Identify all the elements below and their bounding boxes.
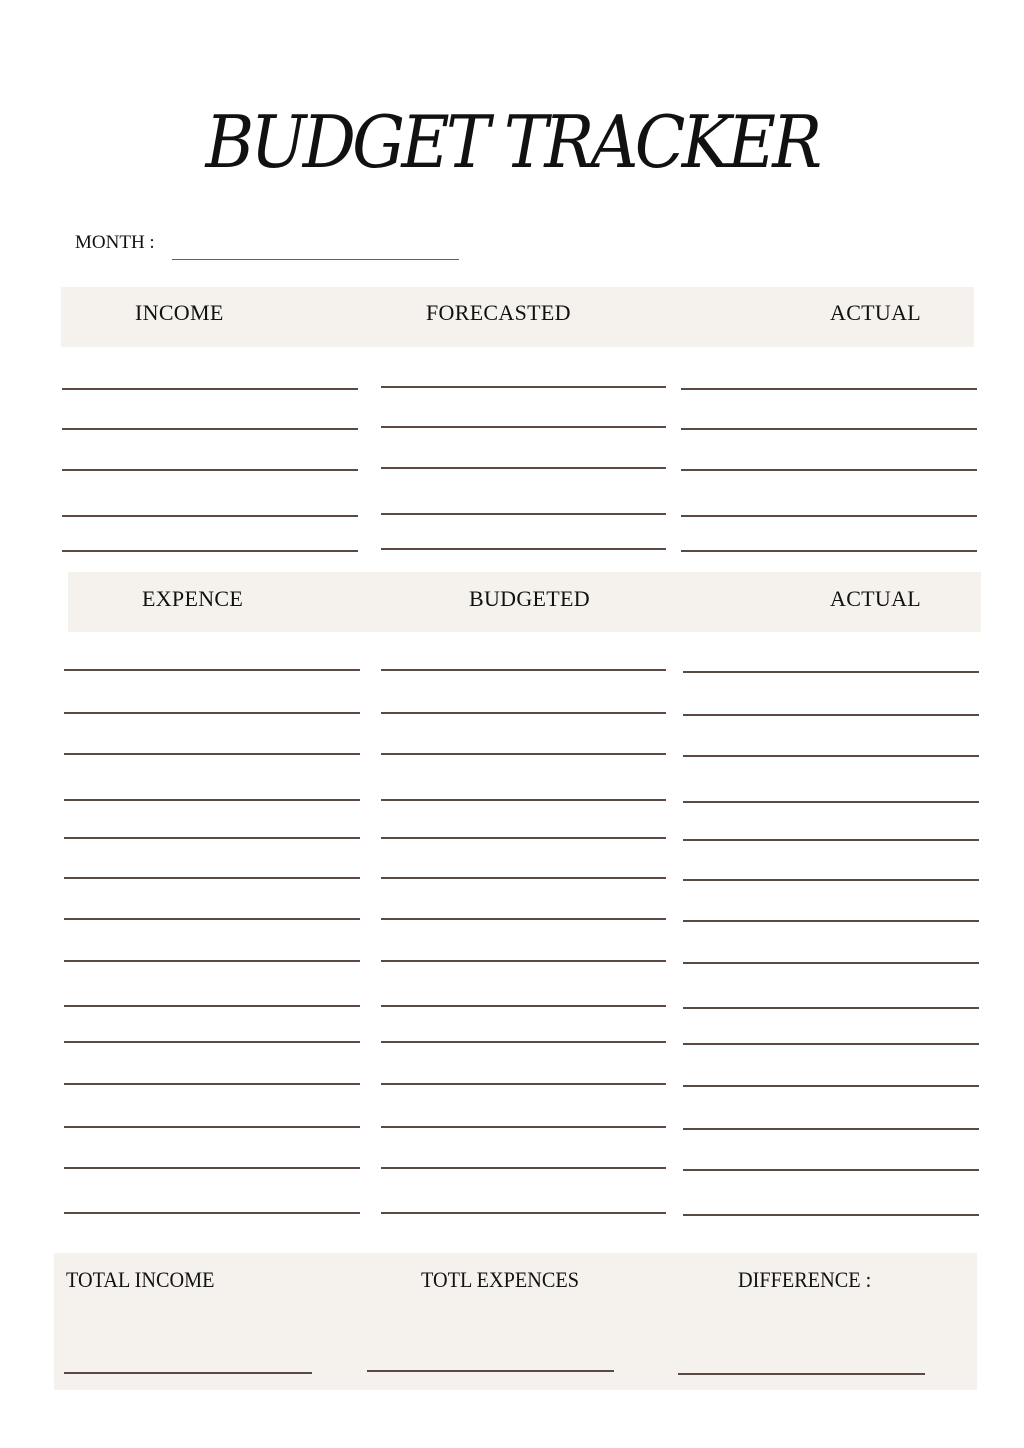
expense-actual-header: ACTUAL <box>830 586 922 611</box>
expense-row-13-col-3-field[interactable] <box>683 1169 979 1171</box>
budgeted-header: BUDGETED <box>469 586 590 611</box>
expense-row-6-col-1-field[interactable] <box>64 877 360 879</box>
month-field[interactable] <box>172 259 459 260</box>
income-row-5-col-3-field[interactable] <box>681 550 977 552</box>
expense-row-5-col-1-field[interactable] <box>64 837 360 839</box>
expense-row-11-col-3-field[interactable] <box>683 1085 979 1087</box>
income-row-5-col-1-field[interactable] <box>62 550 358 552</box>
expense-row-8-col-2-field[interactable] <box>381 960 666 962</box>
income-row-1-col-3-field[interactable] <box>681 388 977 390</box>
expense-row-1-col-2-field[interactable] <box>381 669 666 671</box>
expense-row-9-col-2-field[interactable] <box>381 1005 666 1007</box>
expense-row-7-col-1-field[interactable] <box>64 918 360 920</box>
expense-row-2-col-3-field[interactable] <box>683 714 979 716</box>
expense-row-5-col-3-field[interactable] <box>683 839 979 841</box>
income-row-4-col-3-field[interactable] <box>681 515 977 517</box>
expense-row-8-col-1-field[interactable] <box>64 960 360 962</box>
income-row-2-col-2-field[interactable] <box>381 426 666 428</box>
income-header: INCOME <box>135 300 224 325</box>
expense-row-8-col-3-field[interactable] <box>683 962 979 964</box>
expense-row-13-col-2-field[interactable] <box>381 1167 666 1169</box>
income-row-2-col-1-field[interactable] <box>62 428 358 430</box>
total-expenses-field[interactable] <box>367 1370 614 1372</box>
income-row-5-col-2-field[interactable] <box>381 548 666 550</box>
expense-header: EXPENCE <box>142 586 244 611</box>
expense-row-2-col-1-field[interactable] <box>64 712 360 714</box>
expense-row-1-col-1-field[interactable] <box>64 669 360 671</box>
income-row-1-col-2-field[interactable] <box>381 386 666 388</box>
income-row-3-col-2-field[interactable] <box>381 467 666 469</box>
income-row-4-col-1-field[interactable] <box>62 515 358 517</box>
forecasted-header: FORECASTED <box>426 300 571 325</box>
month-label: MONTH : <box>75 232 155 253</box>
income-row-3-col-1-field[interactable] <box>62 469 358 471</box>
expense-row-12-col-3-field[interactable] <box>683 1128 979 1130</box>
expense-row-4-col-1-field[interactable] <box>64 799 360 801</box>
expense-row-7-col-2-field[interactable] <box>381 918 666 920</box>
expense-row-11-col-2-field[interactable] <box>381 1083 666 1085</box>
expense-row-6-col-2-field[interactable] <box>381 877 666 879</box>
expense-row-4-col-3-field[interactable] <box>683 801 979 803</box>
expense-row-10-col-1-field[interactable] <box>64 1041 360 1043</box>
expense-row-12-col-2-field[interactable] <box>381 1126 666 1128</box>
difference-label: DIFFERENCE : <box>738 1267 872 1292</box>
difference-field[interactable] <box>678 1373 925 1375</box>
expense-row-9-col-1-field[interactable] <box>64 1005 360 1007</box>
total-income-label: TOTAL INCOME <box>66 1267 215 1292</box>
page-title: BUDGET TRACKER <box>205 100 819 184</box>
total-income-field[interactable] <box>64 1372 312 1374</box>
expense-row-10-col-3-field[interactable] <box>683 1043 979 1045</box>
expense-row-14-col-2-field[interactable] <box>381 1212 666 1214</box>
income-row-3-col-3-field[interactable] <box>681 469 977 471</box>
expense-row-3-col-2-field[interactable] <box>381 753 666 755</box>
expense-row-14-col-3-field[interactable] <box>683 1214 979 1216</box>
expense-row-6-col-3-field[interactable] <box>683 879 979 881</box>
expense-row-9-col-3-field[interactable] <box>683 1007 979 1009</box>
expense-row-3-col-1-field[interactable] <box>64 753 360 755</box>
expense-row-12-col-1-field[interactable] <box>64 1126 360 1128</box>
total-expenses-label: TOTL EXPENCES <box>421 1267 579 1292</box>
expense-row-4-col-2-field[interactable] <box>381 799 666 801</box>
expense-row-10-col-2-field[interactable] <box>381 1041 666 1043</box>
expense-row-13-col-1-field[interactable] <box>64 1167 360 1169</box>
expense-row-1-col-3-field[interactable] <box>683 671 979 673</box>
income-row-2-col-3-field[interactable] <box>681 428 977 430</box>
expense-row-3-col-3-field[interactable] <box>683 755 979 757</box>
income-row-1-col-1-field[interactable] <box>62 388 358 390</box>
expense-row-14-col-1-field[interactable] <box>64 1212 360 1214</box>
income-actual-header: ACTUAL <box>830 300 922 325</box>
expense-row-7-col-3-field[interactable] <box>683 920 979 922</box>
expense-row-2-col-2-field[interactable] <box>381 712 666 714</box>
expense-row-11-col-1-field[interactable] <box>64 1083 360 1085</box>
income-row-4-col-2-field[interactable] <box>381 513 666 515</box>
expense-row-5-col-2-field[interactable] <box>381 837 666 839</box>
